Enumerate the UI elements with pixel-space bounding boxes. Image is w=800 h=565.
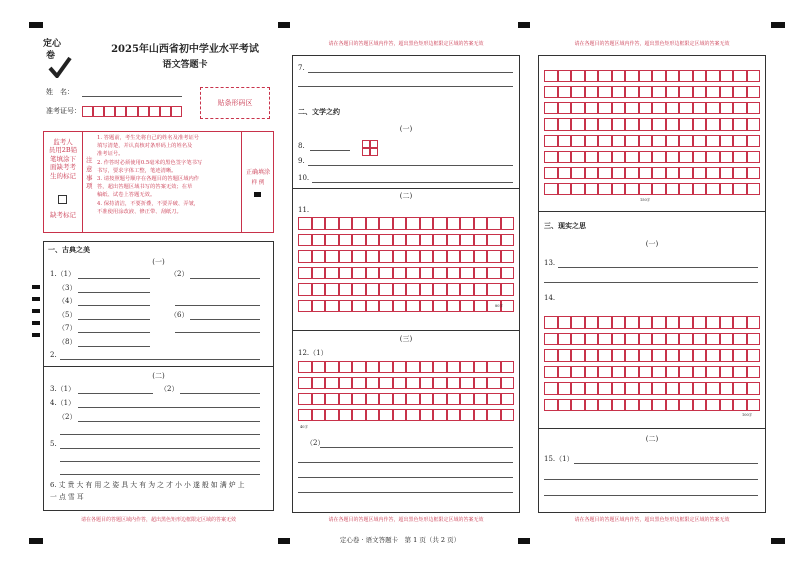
corner-mark — [518, 538, 530, 544]
q8-tianzige[interactable] — [362, 140, 378, 156]
section-3-divider-2 — [538, 428, 766, 429]
timing-mark — [32, 297, 40, 301]
section-3-part2: (二) — [645, 435, 659, 443]
q1-4-label: （4） — [58, 297, 77, 305]
q4-answer-line[interactable] — [60, 434, 260, 435]
q15-1-answer[interactable] — [574, 463, 758, 464]
exam-subtitle: 语文答题卡 — [162, 60, 208, 70]
q5-label: 5. — [50, 440, 57, 448]
q9-answer[interactable] — [308, 165, 513, 166]
exam-title: 2025年山西省初中学业水平考试 — [111, 44, 259, 55]
q1-6-answer[interactable] — [190, 319, 260, 320]
q12-2-answer[interactable] — [320, 447, 513, 448]
section-1-part1: (一) — [152, 258, 165, 266]
q13-label: 13. — [544, 259, 556, 267]
q3-1-label: 3.（1） — [50, 385, 76, 393]
q12-2-answer-line[interactable] — [298, 492, 513, 493]
section-3-divider — [538, 211, 766, 212]
q4-2-label: （2） — [58, 413, 77, 421]
q2-label: 2. — [50, 351, 57, 359]
q3-2-answer[interactable] — [180, 393, 260, 394]
q11-word-count: 80字 — [495, 304, 503, 308]
absent-label: 缺考标记 — [50, 211, 76, 219]
q1-8-label: （8） — [58, 338, 77, 346]
q7-label: 7. — [298, 64, 305, 72]
section-1-title: 一、古典之美 — [48, 245, 90, 254]
essay-word-count: 150字 — [640, 198, 651, 202]
q5-answer[interactable] — [60, 448, 260, 449]
q1-5-answer[interactable] — [78, 319, 150, 320]
q7-answer[interactable] — [308, 72, 513, 73]
timing-mark — [32, 333, 40, 337]
name-field[interactable] — [82, 96, 182, 97]
section-1-divider — [43, 366, 274, 367]
q1-1-answer[interactable] — [78, 278, 150, 279]
timing-mark — [32, 309, 40, 313]
q4-2-answer[interactable] — [78, 421, 260, 422]
q5-answer-line[interactable] — [60, 461, 260, 462]
id-label: 准考证号： — [46, 107, 81, 115]
brand-logo-line2: 卷 — [46, 51, 56, 61]
q1-7-answer[interactable] — [78, 332, 150, 333]
q1-8-answer[interactable] — [78, 346, 150, 347]
warning-top-3: 请在各题目的答题区域内作答，超出黑色矩形边框限定区域的答案无效 — [574, 41, 730, 47]
corner-mark — [278, 22, 290, 28]
q14-label: 14. — [544, 294, 556, 302]
q11-writing-grid[interactable] — [298, 217, 514, 312]
sample-sub: 样 例 — [251, 180, 265, 186]
q1-2-label: （2） — [170, 270, 189, 278]
corner-mark — [771, 538, 785, 544]
section-2-part1: (一) — [399, 125, 413, 133]
section-2-part3: (三) — [399, 335, 413, 343]
q13-answer[interactable] — [558, 267, 758, 268]
q9-label: 9. — [298, 157, 305, 165]
section-3-part1: (一) — [645, 240, 659, 248]
q12-2-answer-line[interactable] — [298, 477, 513, 478]
q2-answer[interactable] — [60, 359, 260, 360]
q1-3-answer[interactable] — [78, 292, 150, 293]
q4-1-answer[interactable] — [78, 407, 260, 408]
q1-1-label: 1.（1） — [50, 270, 76, 278]
warning-top-2: 请在各题目的答题区域内作答，超出黑色矩形边框限定区域的答案无效 — [328, 41, 484, 47]
warning-bottom-3: 请在各题目的答题区域内作答，超出黑色矩形边框限定区域的答案无效 — [574, 517, 730, 523]
warning-bottom-1: 请在各题目的答题区域内作答，超出黑色矩形边框限定区域的答案无效 — [80, 517, 236, 523]
q12-2-answer-line[interactable] — [298, 462, 513, 463]
essay-continuation-grid[interactable] — [544, 70, 760, 195]
q1-7-label: （7） — [58, 324, 77, 332]
q12-word-count: 40字 — [300, 425, 308, 429]
section-3-title: 三、现实之思 — [544, 221, 586, 230]
notice-label: 注 意 事 项 — [86, 156, 93, 191]
q1-4b-answer[interactable] — [175, 305, 260, 306]
corner-mark — [29, 22, 43, 28]
absent-checkbox[interactable] — [58, 195, 67, 204]
sample-fill-mark — [254, 192, 261, 197]
q1-6-label: （6） — [170, 311, 189, 319]
page-footer: 定心卷 · 语文答题卡 第 1 页（共 2 页） — [339, 536, 461, 544]
section-2-divider-2 — [292, 330, 520, 331]
section-2-part2: (二) — [399, 192, 413, 200]
section-2-divider — [292, 188, 520, 189]
q13-answer-line[interactable] — [544, 282, 758, 283]
q4-1-label: 4.（1） — [50, 399, 76, 407]
timing-mark — [32, 321, 40, 325]
q1-2-answer[interactable] — [190, 278, 260, 279]
q12-1-label: 12.（1） — [298, 349, 328, 357]
q15-answer-line[interactable] — [544, 495, 758, 496]
q3-2-label: （2） — [160, 385, 179, 393]
supervisor-text: 监考人 员用2B铅 笔填涂下 面缺考考 生的标记 — [48, 138, 78, 180]
q3-1-answer[interactable] — [78, 393, 153, 394]
q6-text-2: 一 点 雪 耳 — [50, 493, 84, 501]
id-boxes[interactable] — [82, 106, 182, 117]
q5-answer-line[interactable] — [60, 474, 260, 475]
q8-label: 8. — [298, 142, 305, 150]
q11-label: 11. — [298, 206, 310, 214]
sample-label: 正确填涂 — [245, 169, 270, 176]
q12-2-label: （2） — [306, 439, 325, 447]
q1-7b-answer[interactable] — [175, 332, 260, 333]
barcode-label: 贴条形码区 — [217, 99, 253, 107]
q1-4-answer[interactable] — [78, 305, 150, 306]
q6-text: 6. 丈 贵 大 有 用 之 姿 具 大 有 为 之 才 小 小 遂 般 如 满 炉 上 — [50, 481, 245, 489]
q8-answer[interactable] — [310, 150, 350, 151]
notice-items: 1. 答题前，考生先将自己的姓名及准考证号 填写清楚，并认真核对条形码上的姓名及 准考证号。 2. 作答时必须使用0.5毫米的黑色签字笔书写 书写，要求字体工整，笔迹清晰。 3. 请按照题号顺序在各题目的答题区域内作 答，超出答题区域书写的答案无效；在草 稿纸、试卷上答题无效。 4. 保持清洁，不要折叠，不要弄破、弄皱， 不准使用涂改液、修正带、刮纸刀。 — [97, 135, 203, 215]
warning-bottom-2: 请在各题目的答题区域内作答，超出黑色矩形边框限定区域的答案无效 — [328, 517, 484, 523]
name-label: 姓 名： — [46, 88, 74, 96]
q14-word-count: 100字 — [742, 413, 753, 417]
checkmark-icon — [48, 56, 72, 78]
q14-writing-grid[interactable] — [544, 316, 760, 411]
q1-5-label: （5） — [58, 311, 77, 319]
q10-label: 10. — [298, 174, 310, 182]
corner-mark — [29, 538, 43, 544]
q10-answer[interactable] — [312, 182, 513, 183]
q12-1-writing-grid[interactable] — [298, 361, 514, 421]
q15-answer-line[interactable] — [544, 479, 758, 480]
section-1-part2: (二) — [152, 372, 165, 380]
corner-mark — [518, 22, 530, 28]
q7-answer-line[interactable] — [298, 86, 513, 87]
brand-logo: 定心 — [43, 39, 62, 49]
corner-mark — [771, 22, 785, 28]
section-2-title: 二、文学之约 — [298, 107, 340, 116]
q1-3-label: （3） — [58, 284, 77, 292]
corner-mark — [278, 538, 290, 544]
q15-1-label: 15.（1） — [544, 455, 574, 463]
timing-mark — [32, 285, 40, 289]
